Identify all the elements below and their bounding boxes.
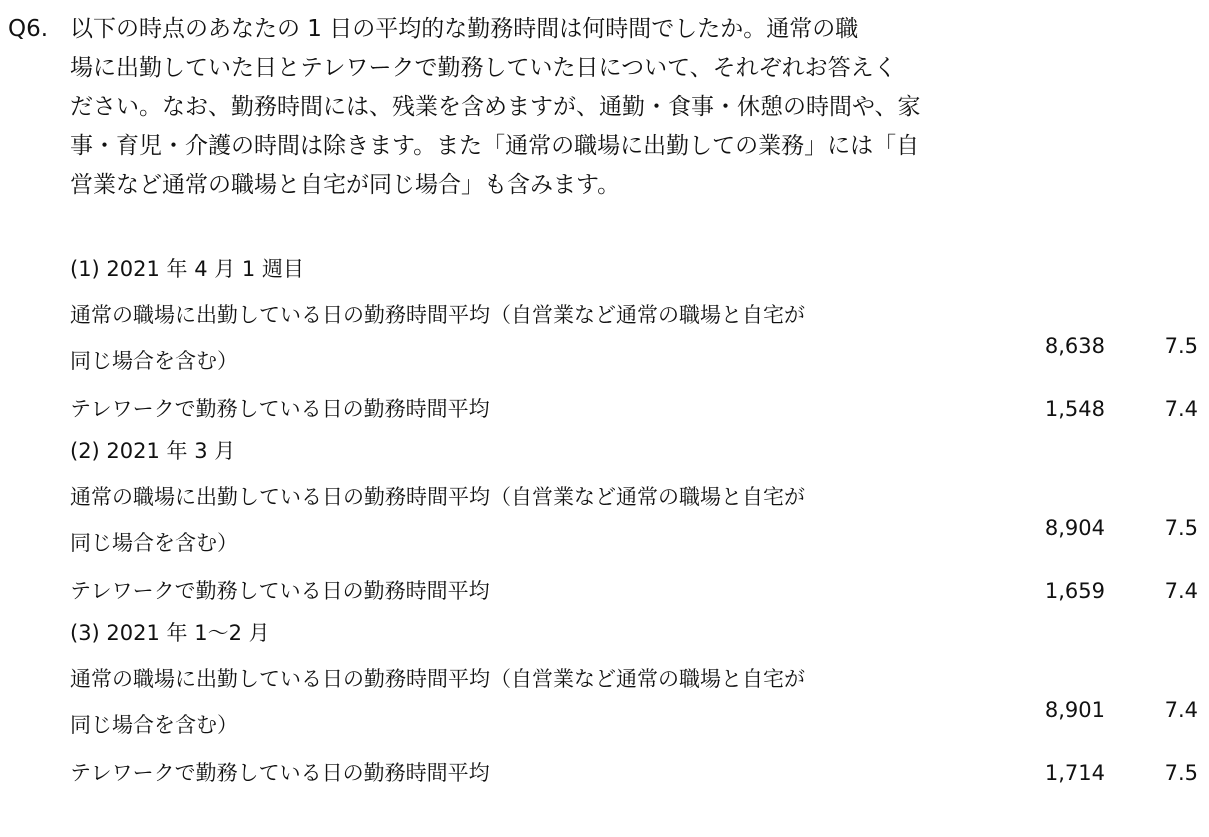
section-title: (3) 2021 年 1～2 月 bbox=[70, 621, 270, 645]
row-label-line: 通常の職場に出勤している日の勤務時間平均（自営業など通常の職場と自宅が bbox=[70, 485, 805, 509]
section-2021-march bbox=[70, 432, 1209, 614]
row-label bbox=[70, 386, 1000, 432]
row-label-line: 通常の職場に出勤している日の勤務時間平均（自営業など通常の職場と自宅が bbox=[70, 667, 805, 691]
results-sections bbox=[70, 250, 1209, 796]
row-label-line: テレワークで勤務している日の勤務時間平均 bbox=[70, 579, 490, 603]
row-label-line: テレワークで勤務している日の勤務時間平均 bbox=[70, 397, 490, 421]
result-row-office bbox=[70, 470, 1209, 568]
average-hours: 7.5 bbox=[1164, 334, 1198, 358]
section-2021-jan-feb bbox=[70, 614, 1209, 796]
question-text bbox=[70, 10, 1000, 205]
section-title: (1) 2021 年 4 月 1 週目 bbox=[70, 257, 304, 281]
row-label-line: 同じ場合を含む） bbox=[70, 713, 238, 737]
row-label-line: 同じ場合を含む） bbox=[70, 531, 238, 555]
result-row-office bbox=[70, 288, 1209, 386]
average-hours: 7.4 bbox=[1164, 397, 1198, 421]
question-line: 以下の時点のあなたの 1 日の平均的な勤務時間は何時間でしたか。通常の職 bbox=[70, 16, 859, 42]
row-label bbox=[70, 292, 1000, 384]
respondent-count: 1,548 bbox=[1044, 397, 1105, 421]
row-label-line: 同じ場合を含む） bbox=[70, 349, 238, 373]
result-row-office bbox=[70, 652, 1209, 750]
row-label-line: テレワークで勤務している日の勤務時間平均 bbox=[70, 761, 490, 785]
average-hours: 7.5 bbox=[1164, 516, 1198, 540]
average-hours: 7.5 bbox=[1164, 761, 1198, 785]
question-line: 営業など通常の職場と自宅が同じ場合」も含みます。 bbox=[70, 172, 621, 198]
result-row-telework bbox=[70, 386, 1209, 432]
row-label-line: 通常の職場に出勤している日の勤務時間平均（自営業など通常の職場と自宅が bbox=[70, 303, 805, 327]
respondent-count: 8,901 bbox=[1044, 698, 1105, 722]
section-2021-april-week1 bbox=[70, 250, 1209, 432]
result-row-telework bbox=[70, 750, 1209, 796]
average-hours: 7.4 bbox=[1164, 579, 1198, 603]
respondent-count: 8,904 bbox=[1044, 516, 1105, 540]
row-label bbox=[70, 474, 1000, 566]
respondent-count: 8,638 bbox=[1044, 334, 1105, 358]
section-title: (2) 2021 年 3 月 bbox=[70, 439, 236, 463]
average-hours: 7.4 bbox=[1164, 698, 1198, 722]
respondent-count: 1,659 bbox=[1044, 579, 1105, 603]
question-line: 事・育児・介護の時間は除きます。また「通常の職場に出勤しての業務」には「自 bbox=[70, 133, 920, 159]
question-line: ださい。なお、勤務時間には、残業を含めますが、通勤・食事・休憩の時間や、家 bbox=[70, 94, 921, 120]
row-label bbox=[70, 568, 1000, 614]
row-label bbox=[70, 656, 1000, 748]
result-row-telework bbox=[70, 568, 1209, 614]
respondent-count: 1,714 bbox=[1044, 761, 1105, 785]
question-line: 場に出勤していた日とテレワークで勤務していた日について、それぞれお答えく bbox=[70, 55, 897, 81]
question-number: Q6. bbox=[8, 16, 49, 42]
row-label bbox=[70, 750, 1000, 796]
